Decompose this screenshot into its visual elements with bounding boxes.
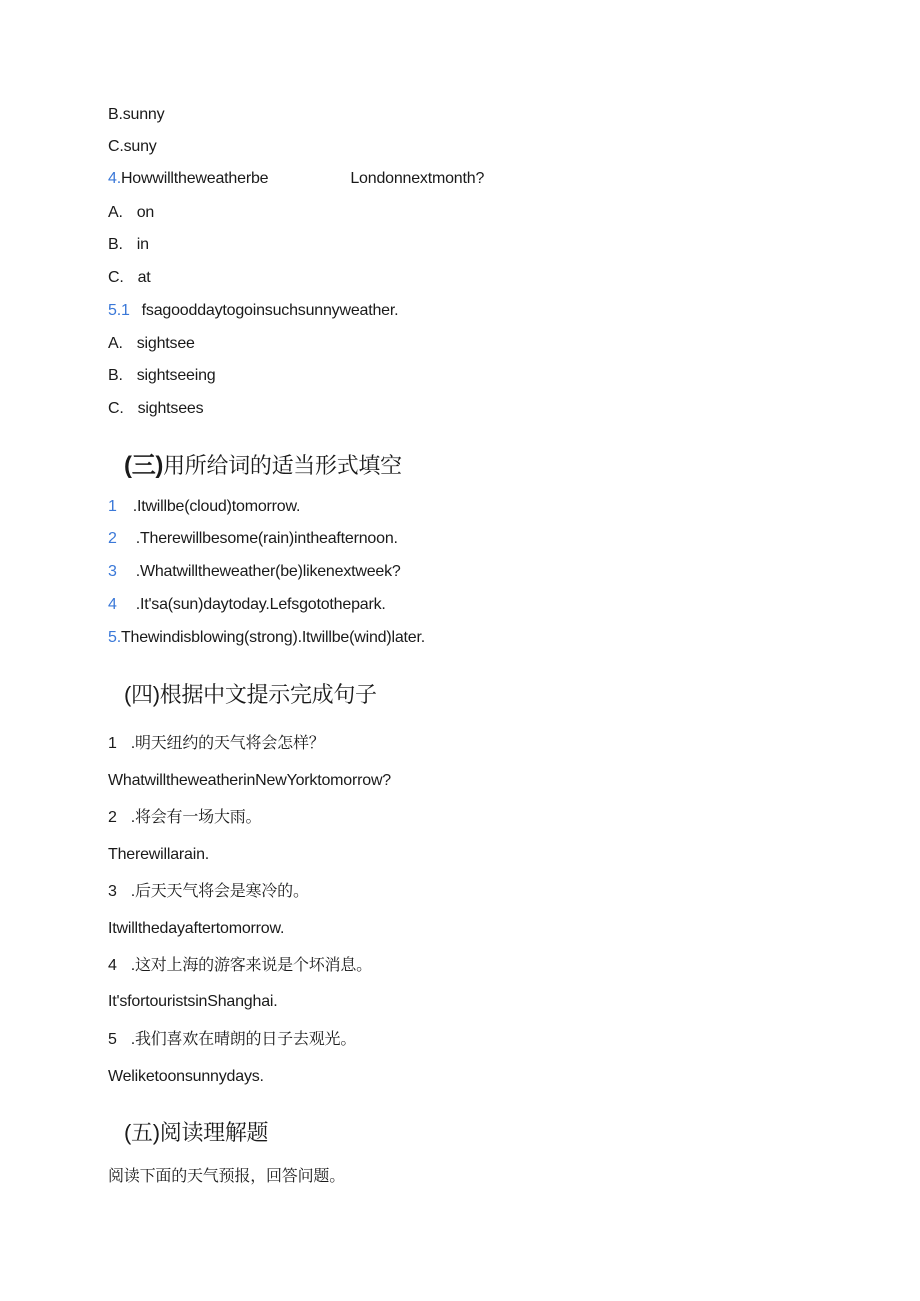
option-letter: C. [108,400,124,417]
option-letter: B. [108,236,123,253]
question-4 [108,169,484,189]
list-item-prompt [108,882,309,902]
item-chinese-prompt: .这对上海的游客来说是个坏消息。 [130,957,372,974]
list-item [108,595,386,615]
option-b [108,235,149,255]
item-chinese-prompt: .我们喜欢在晴朗的日子去观光。 [130,1031,357,1048]
item-number: 1 [108,498,117,515]
item-english-sentence: Itwillthedayaftertomorrow. [108,920,285,937]
option-letter: B. [108,367,123,384]
item-english-sentence: Weliketoonsunnydays. [108,1068,264,1085]
option-letter: A. [108,204,123,221]
item-number: 5 [108,1031,117,1048]
option-text: sightsees [137,400,204,417]
list-item-prompt [108,956,372,976]
option-a [108,203,154,223]
option-text: on [136,204,155,221]
option-letter: C. [108,269,124,286]
option-text: at [137,269,151,286]
option-c [108,399,203,419]
item-number: 2 [108,530,117,547]
section-3-heading [124,452,402,480]
question-number: 5.1 [108,302,130,319]
item-text: .Therewillbesome(rain)intheafternoon. [135,530,398,547]
item-number: 4 [108,596,117,613]
section-title: 用所给词的适当形式填空 [163,453,402,478]
item-text: .It'sa(sun)daytoday.Lefsgotothepark. [135,596,386,613]
item-chinese-prompt: .后天天气将会是寒冷的。 [130,883,309,900]
list-item-prompt [108,808,261,828]
item-number: 4 [108,957,117,974]
item-number: 2 [108,809,117,826]
option-text: C.suny [108,138,157,155]
item-english-sentence: Therewillarain. [108,846,210,863]
option-text: sightseeing [136,367,216,384]
question-number: 4. [108,170,121,187]
option-a [108,334,195,354]
section-number: (三) [124,452,164,479]
section-4-heading: (四)根据中文提示完成句子 [124,682,377,707]
list-item [108,529,398,549]
list-item-prompt [108,734,325,754]
item-english-sentence: It'sfortouristsinShanghai. [108,993,278,1010]
question-text-after: Londonnextmonth? [350,170,485,187]
item-number: 3 [108,563,117,580]
list-item [108,562,401,582]
item-text: .Itwillbe(cloud)tomorrow. [132,498,301,515]
option-text: sightsee [136,335,195,352]
list-item-prompt [108,1030,356,1050]
item-english-sentence: WhatwilltheweatherinNewYorktomorrow? [108,772,391,789]
item-chinese-prompt: .将会有一场大雨。 [130,809,262,826]
item-number: 3 [108,883,117,900]
section-5-heading: (五)阅读理解题 [124,1120,269,1145]
option-text: in [136,236,149,253]
item-number: 1 [108,735,117,752]
question-5 [108,301,398,321]
question-text: fsagooddaytogoinsuchsunnyweather. [141,302,399,319]
item-text: .Whatwilltheweather(be)likenextweek? [135,563,401,580]
list-item [108,628,425,648]
question-text-before: Howwilltheweatherbe [120,170,269,187]
section-intro: 阅读下面的天气预报，回答问题。 [108,1168,346,1185]
item-text: Thewindisblowing(strong).Itwillbe(wind)later. [120,629,425,646]
list-item [108,497,300,517]
option-c [108,268,151,288]
option-b [108,366,215,386]
option-text: B.sunny [108,106,165,123]
item-chinese-prompt: .明天纽约的天气将会怎样？ [130,735,325,752]
option-letter: A. [108,335,123,352]
item-number: 5. [108,629,121,646]
